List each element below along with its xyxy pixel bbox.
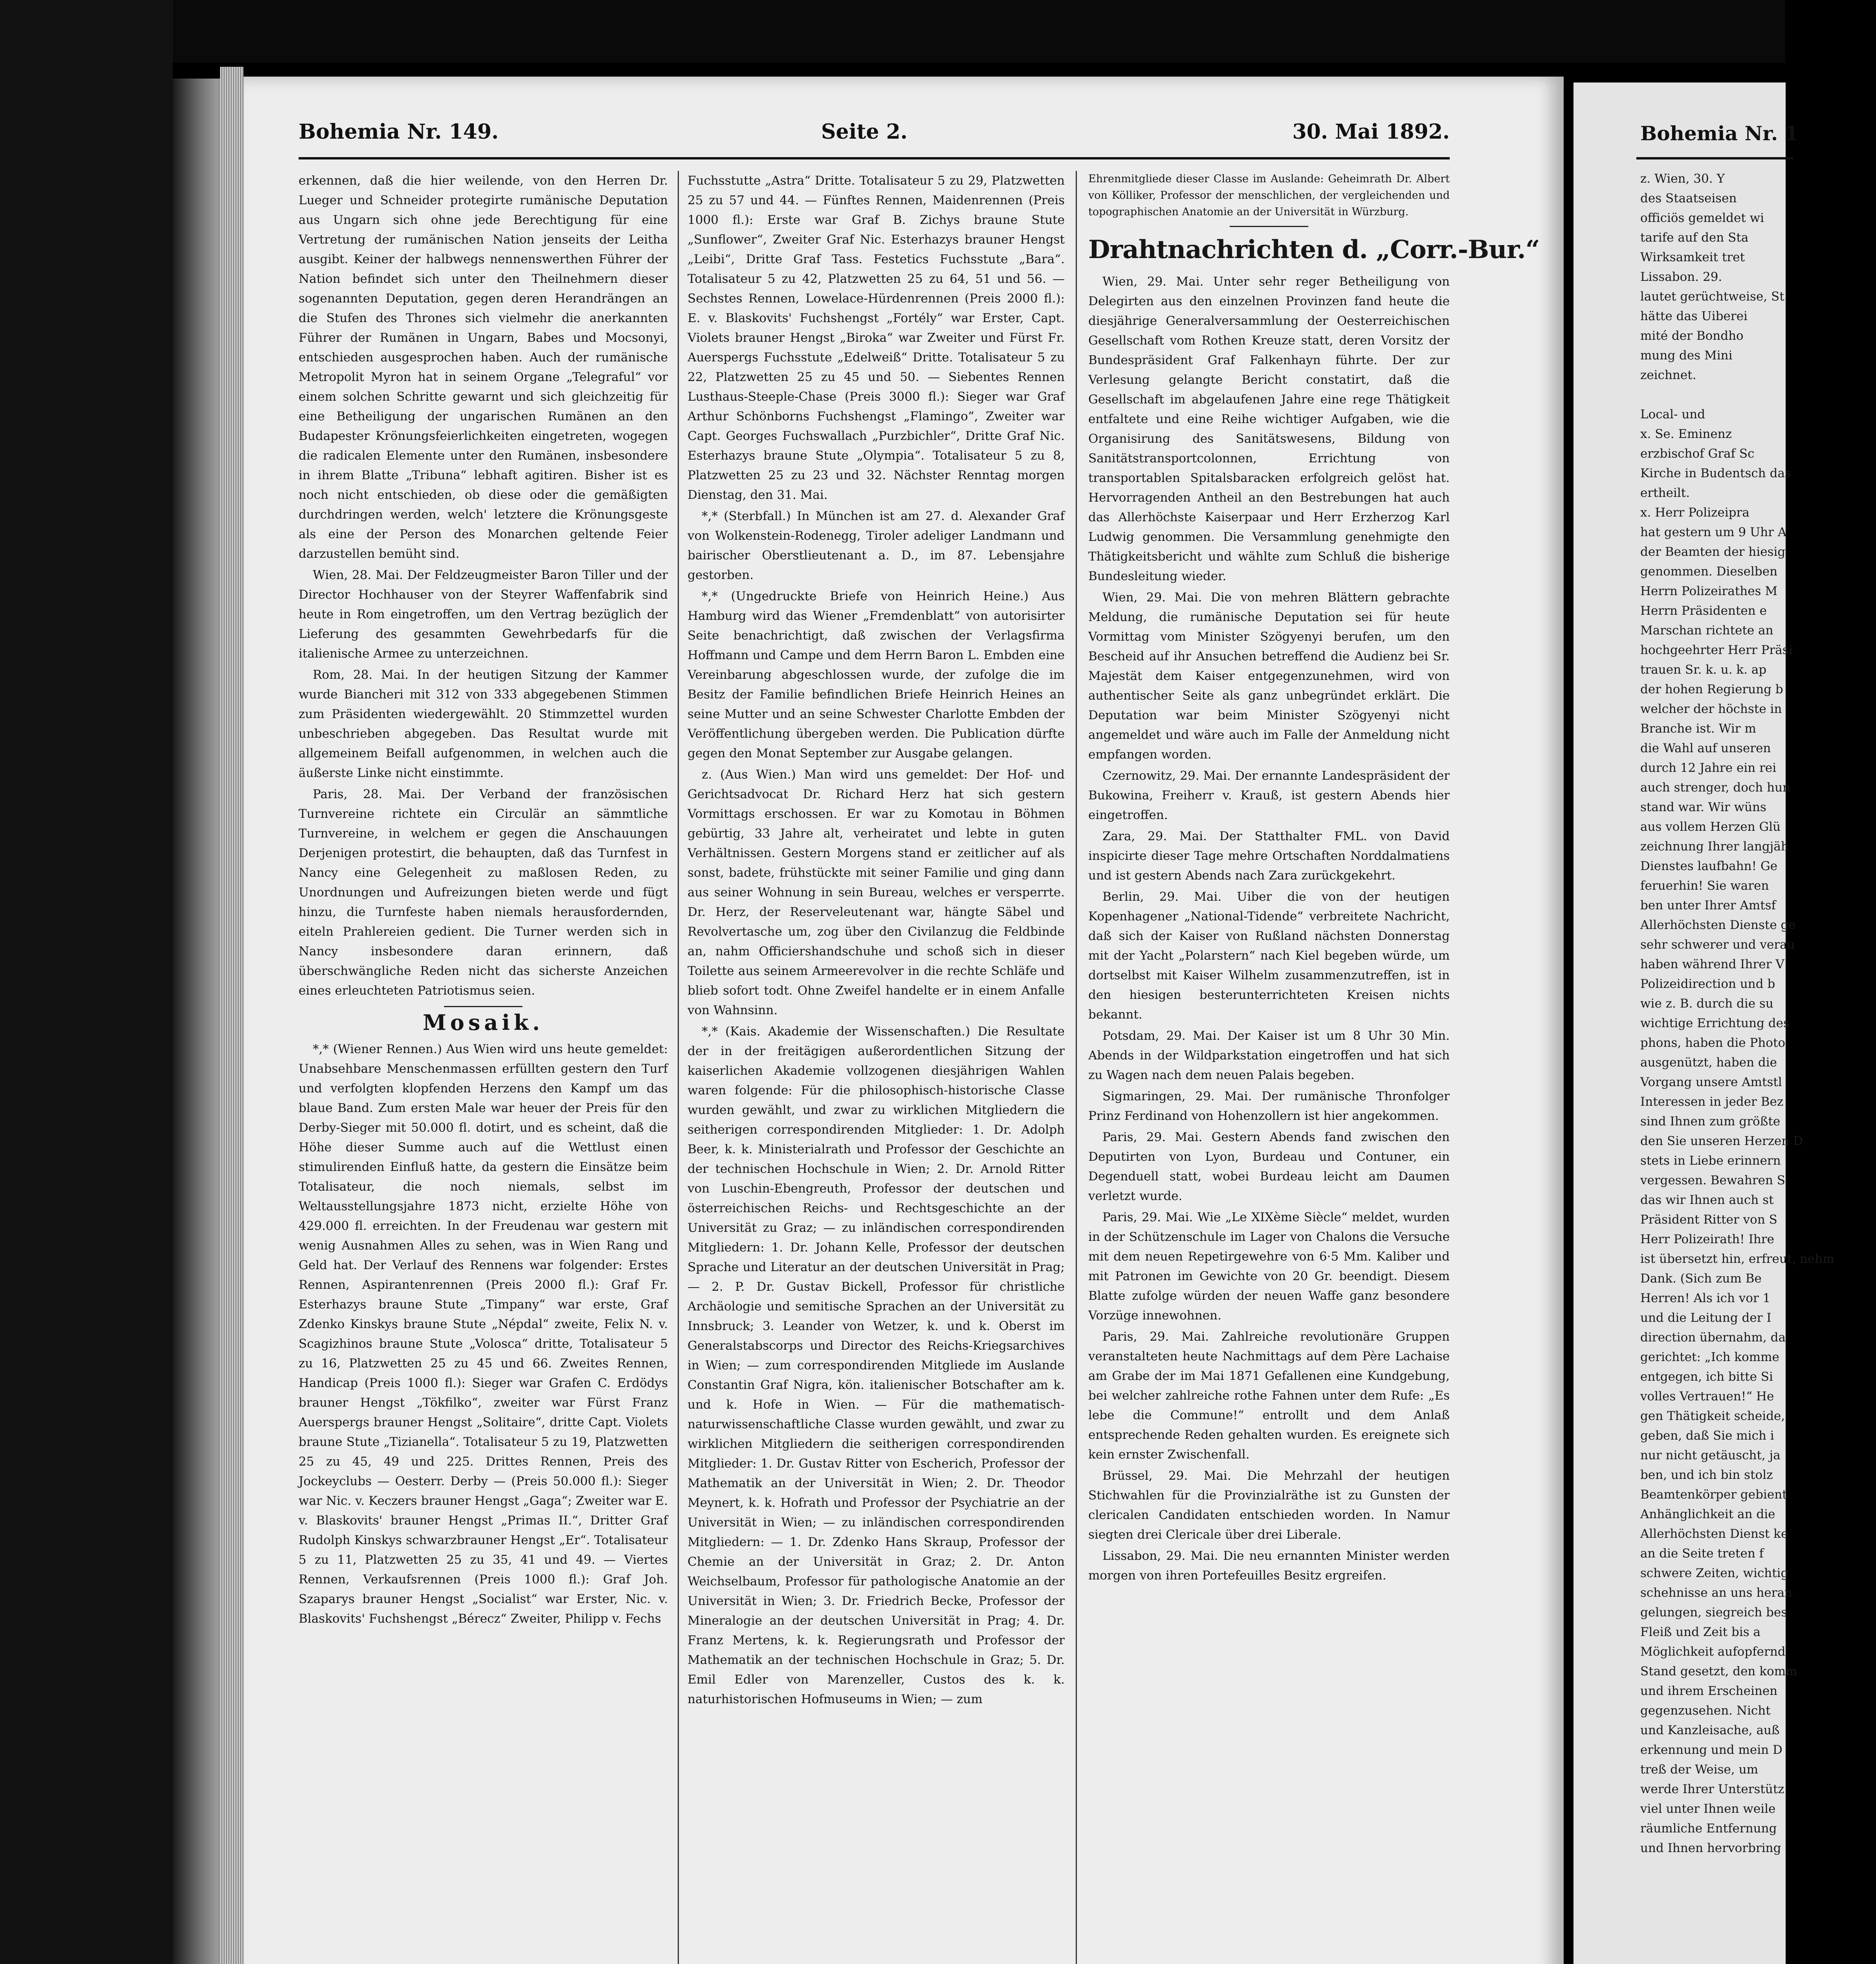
next-page-line: gen Thätigkeit scheide, xyxy=(1640,1409,1785,1423)
next-page-line: die Wahl auf unseren xyxy=(1640,741,1771,755)
next-page-line: wie z. B. durch die su xyxy=(1640,997,1773,1011)
next-page-line: Dienstes laufbahn! Ge xyxy=(1640,859,1778,873)
next-page-line: und Ihnen hervorbring xyxy=(1640,1841,1781,1855)
next-page-line: mité der Bondho xyxy=(1640,329,1744,343)
next-page-line: x. Herr Polizeipra xyxy=(1640,506,1749,520)
next-page-line: ist übersetzt hin, erfreut, nehm xyxy=(1640,1252,1834,1266)
next-page-line: Polizeidirection und b xyxy=(1640,977,1775,991)
article-paragraph: Wien, 29. Mai. Die von mehren Blättern gebrachte Meldung, die rumänische Deputation sei für heute Vormittag vom Minister Szögyenyi berufen, um den Bescheid auf ihr Ansuchen betreffend die Audienz bei Sr. Majestät dem Kaiser entgegenzunehmen, wird von authentischer Seite als ganz unbegründet erklärt. Die Deputation war beim Minister Szögyenyi nicht angemeldet und wäre auch im Falle der Anmeldung nicht empfangen worden. xyxy=(1088,590,1450,762)
next-page-line: Marschan richtete an xyxy=(1640,623,1773,638)
article-paragraph: z. (Aus Wien.) Man wird uns gemeldet: Der Hof- und Gerichtsadvocat Dr. Richard Herz hat sich gestern Vormittags erschossen. Er war zu Komotau in Böhmen gebürtig, 33 Jahre alt, verheiratet und lebte in guten Verhältnissen. Gestern Morgens stand er zeitlicher auf als sonst, badete, frühstückte mit seiner Familie und ging dann aus seiner Wohnung in sein Bureau, welches er versperrte. Dr. Herz, der Reserveleutenant war, hängte Säbel und Revolvertasche um, zog über den Civilanzug die Feldbinde an, nahm Officiershandschuhe und schoß sich in dieser Toilette aus seinem Armeerevolver in die rechte Schläfe und blieb sofort todt. Ohne Zweifel handelte er in einem Anfalle von Wahnsinn. xyxy=(688,768,1065,1017)
next-page-line: aus vollem Herzen Glü xyxy=(1640,820,1781,834)
next-page-line: tarife auf den Sta xyxy=(1640,231,1749,245)
next-page-line: treß der Weise, um xyxy=(1640,1762,1758,1777)
next-page-line: sehr schwerer und verau xyxy=(1640,938,1795,952)
next-page-line: genommen. Dieselben xyxy=(1640,564,1778,579)
next-page-line: Local- und xyxy=(1640,407,1705,421)
next-page-line: und die Leitung der I xyxy=(1640,1311,1771,1325)
next-page-line: werde Ihrer Unterstütz xyxy=(1640,1782,1784,1796)
column-divider xyxy=(678,171,679,1964)
next-page-line: den Sie unseren Herzen D xyxy=(1640,1134,1803,1148)
next-page-line: des Staatseisen xyxy=(1640,191,1737,205)
next-page-line: zeichnung Ihrer langjäh xyxy=(1640,839,1789,854)
section-title-telegrams: Drahtnachrichten d. „Corr.-Bur.“ xyxy=(1088,235,1540,264)
article-paragraph: Wien, 29. Mai. Unter sehr reger Betheiligung von Delegirten aus den einzelnen Provinzen fand heute die diesjährige Generalversammlung der Oesterreichischen Gesellschaft vom Rothen Kreuze statt, deren Vorsitz der Bundespräsident Graf Falkenhayn führte. Der zur Verlesung gelangte Bericht constatirt, daß die Gesellschaft im abgelaufenen Jahre eine rege Thätigkeit entfaltete und eine Reihe wichtiger Aufgaben, wie die Organisirung des Sanitätswesens, Bildung von Sanitätstransportcolonnen, Errichtung von transportablen Spitalsbaracken erfolgreich gelöst hat. Hervorragenden Antheil an den Bestrebungen hat auch das Allerhöchste Kaiserpaar und Herr Erzherzog Karl Ludwig genommen. Die Versammlung genehmigte den Thätigkeitsbericht und wählte zum Schluß die bisherige Bundesleitung wieder. xyxy=(1088,275,1450,583)
next-page-line: hochgeehrter Herr Präsi xyxy=(1640,643,1793,657)
next-page-line: Branche ist. Wir m xyxy=(1640,722,1756,736)
next-page-line: Allerhöchsten Dienst ke xyxy=(1640,1527,1788,1541)
section-separator xyxy=(444,1006,523,1007)
next-page-line: ausgenützt, haben die xyxy=(1640,1055,1777,1070)
article-paragraph: erkennen, daß die hier weilende, von den Herren Dr. Lueger und Schneider protegirte rumänische Deputation aus Ungarn sich ohne jede Berechtigung für eine Vertretung der rumänischen Nation jenseits der Leitha ausgibt. Keiner der halbwegs nennenswerthen Führer der Nation befindet sich unter den Theilnehmern dieser sogenannten Deputation, gegen deren Herandrängen an die Stufen des Thrones sich vielmehr die anerkannten Führer der Rumänen in Ungarn, Babes und Mocsonyi, entschieden ausgesprochen haben. Auch der rumänische Metropolit Myron hat in seinem Organe „Telegraful“ vor einem solchen Schritte gewarnt und sich gleichzeitig für eine Betheiligung der ungarischen Rumänen an den Budapester Krönungsfeierlichkeiten eingetreten, wogegen die radicalen Elemente unter den Rumänen, insbesondere in ihrem Blatte „Tribuna“ lebhaft agitiren. Bisher ist es noch nicht entschieden, ob diese oder die gemäßigten durchdringen werden, welch' letztere die Krönungsgeste als eine der Person des Monarchen geltende Feier darzustellen bemüht sind. xyxy=(299,174,668,561)
next-page-line: direction übernahm, da xyxy=(1640,1330,1786,1345)
column-3 xyxy=(1088,171,1540,1964)
next-page-line: Herren! Als ich vor 1 xyxy=(1640,1291,1771,1305)
next-page-line: zeichnet. xyxy=(1640,368,1696,382)
next-page-line: x. Se. Eminenz xyxy=(1640,427,1732,441)
next-page-line: an die Seite treten f xyxy=(1640,1546,1764,1561)
next-page-line: Wirksamkeit tret xyxy=(1640,250,1745,264)
article-paragraph: Fuchsstutte „Astra“ Dritte. Totalisateur 5 zu 29, Platzwetten 25 zu 57 und 44. — Fünftes Rennen, Maidenrennen (Preis 1000 fl.): Erste war Graf B. Zichys braune Stute „Sunflower“, Zweiter Graf Nic. Esterhazys brauner Hengst „Leibi“, Dritte Graf Tass. Festetics Fuchsstute „Bara“. Totalisateur 5 zu 42, Platzwetten 25 zu 64, 51 und 56. — Sechstes Rennen, Lowelace-Hürdenrennen (Preis 2000 fl.): E. v. Blaskovits' Fuchshengst „Fortély“ war Erster, Capt. Violets brauner Hengst „Biroka“ war Zweiter und Fürst Fr. Auerspergs Fuchsstute „Edelweiß“ Dritte. Totalisateur 5 zu 22, Platzwetten 25 zu 45 und 50. — Siebentes Rennen Lusthaus-Steeple-Chase (Preis 3000 fl.): Sieger war Graf Arthur Schönborns Fuchshengst „Flamingo“, Zweiter war Capt. Georges Fuchswallach „Purzbichler“, Dritte Graf Nic. Esterhazys braune Stute „Olympia“. Totalisateur 5 zu 8, Platzwetten 25 zu 23 und 32. Nächster Renntag morgen Dienstag, den 31. Mai. xyxy=(688,174,1065,502)
next-page-line: Herr Polizeirath! Ihre xyxy=(1640,1232,1774,1246)
newspaper-page xyxy=(244,77,1564,1964)
column-1 xyxy=(299,171,668,1964)
issue-date: 30. Mai 1892. xyxy=(1292,120,1450,144)
next-page-line: das wir Ihnen auch st xyxy=(1640,1193,1774,1207)
next-page-line: Stand gesetzt, den komm xyxy=(1640,1664,1797,1678)
film-border-left xyxy=(0,0,173,1964)
next-page-line: Präsident Ritter von S xyxy=(1640,1213,1777,1227)
next-page-header: Bohemia Nr. 1 xyxy=(1640,122,1799,145)
next-page-line: officiös gemeldet wi xyxy=(1640,211,1764,225)
section-separator xyxy=(1230,226,1308,227)
article-paragraph: Paris, 29. Mai. Wie „Le XIXème Siècle“ meldet, wurden in der Schützenschule im Lager von Chalons die Versuche mit dem neuen Repetirgewehre von 6·5 Mm. Kaliber und mit Patronen im Gewichte von 20 Gr. beendigt. Diesem Blatte zufolge würden der neuen Waffe ganz besondere Vorzüge innewohnen. xyxy=(1088,1210,1450,1323)
next-page-line: ben unter Ihrer Amtsf xyxy=(1640,898,1776,912)
page-edges xyxy=(220,67,244,1964)
next-page-line: sind Ihnen zum größte xyxy=(1640,1114,1781,1129)
next-page-line: entgegen, ich bitte Si xyxy=(1640,1370,1773,1384)
next-page-line: z. Wien, 30. Y xyxy=(1640,172,1725,186)
next-page-line: viel unter Ihnen weile xyxy=(1640,1802,1776,1816)
next-page-line: schwere Zeiten, wichtig xyxy=(1640,1566,1789,1580)
next-page-line: haben während Ihrer V xyxy=(1640,957,1784,971)
article-paragraph: *,* (Ungedruckte Briefe von Heinrich Heine.) Aus Hamburg wird das Wiener „Fremdenblatt“ von autorisirter Seite benachrichtigt, daß zwischen der Verlagsfirma Hoffmann und Campe und dem Herrn Baron L. Embden eine Vereinbarung abgeschlossen wurde, der zufolge die im Besitz der Familie befindlichen Briefe Heinrich Heines an seine Mutter und an seine Schwester Charlotte Embden der Veröffentlichung übergeben werden. Die Publication dürfte gegen den Monat September zur Ausgabe gelangen. xyxy=(688,589,1065,760)
next-page-line: und ihrem Erscheinen xyxy=(1640,1684,1778,1698)
next-page-line: Herrn Präsidenten e xyxy=(1640,604,1767,618)
next-page-line: erkennung und mein D xyxy=(1640,1743,1782,1757)
next-page-line: Vorgang unsere Amtstl xyxy=(1640,1075,1782,1089)
next-page-line: Allerhöchsten Dienste ge xyxy=(1640,918,1796,932)
article-paragraph: Paris, 28. Mai. Der Verband der französischen Turnvereine richtete ein Circulär an sämmtliche Turnvereine, in welchem er gegen die Anschauungen Derjenigen protestirt, die behaupten, daß das Turnfest in Nancy eine Gelegenheit zu maßlosen Reden, zu Unordnungen und Aufreizungen bieten werde und fügt hinzu, die Turnfeste haben niemals herausfordernden, eiteln Prahlereien gedient. Die Turner werden sich in Nancy insbesondere daran erinnern, daß überschwängliche Reden nicht das sicherste Anzeichen eines erleuchteten Patriotismus seien. xyxy=(299,787,668,998)
page-header xyxy=(299,120,1450,151)
next-page-line: vergessen. Bewahren S xyxy=(1640,1173,1786,1187)
next-page-line: lautet gerüchtweise, St xyxy=(1640,289,1784,304)
next-page-line: erzbischof Graf Sc xyxy=(1640,447,1755,461)
article-paragraph: Wien, 28. Mai. Der Feldzeugmeister Baron Tiller und der Director Hochhauser von der Steyrer Waffenfabrik sind heute in Rom eingetroffen, um den Vertrag bezüglich der Lieferung des gesammten Gewehrbedarfs für die italienische Armee zu unterzeichnen. xyxy=(299,568,668,661)
next-page-line: ertheilt. xyxy=(1640,486,1690,500)
article-paragraph: Zara, 29. Mai. Der Statthalter FML. von David inspicirte dieser Tage mehre Ortschaften Norddalmatiens und ist gestern Abends nach Zara zurückgekehrt. xyxy=(1088,829,1450,883)
article-paragraph: Brüssel, 29. Mai. Die Mehrzahl der heutigen Stichwahlen für die Provinzialräthe ist zu Gunsten der clericalen Candidaten entschieden worden. In Namur siegten drei Clericale über drei Liberale. xyxy=(1088,1469,1450,1542)
next-page-text xyxy=(1640,169,1876,1858)
next-page-line: schehnisse an uns heran xyxy=(1640,1586,1793,1600)
article-paragraph: Rom, 28. Mai. In der heutigen Sitzung der Kammer wurde Biancheri mit 312 von 333 abgegebenen Stimmen zum Präsidenten wiedergewählt. 20 Stimmzettel wurden unbeschrieben abgegeben. Das Resultat wurde mit allgemeinem Beifall aufgenommen, in welchen auch die äußerste Linke nicht einstimmte. xyxy=(299,668,668,780)
next-page-line: Interessen in jeder Bez xyxy=(1640,1095,1784,1109)
next-page-line: und Kanzleisache, auß xyxy=(1640,1723,1780,1737)
next-page-line: hätte das Uiberei xyxy=(1640,309,1748,323)
page-gutter xyxy=(1564,63,1573,1964)
next-page-line: ben, und ich bin stolz xyxy=(1640,1468,1773,1482)
next-page-line: gelungen, siegreich bes xyxy=(1640,1605,1788,1620)
next-page-line: nur nicht getäuscht, ja xyxy=(1640,1448,1781,1462)
next-page-line: volles Vertrauen!“ He xyxy=(1640,1389,1774,1403)
next-page-line: welcher der höchste in xyxy=(1640,702,1782,716)
next-page-line: stets in Liebe erinnern xyxy=(1640,1154,1781,1168)
next-page-line: räumliche Entfernung xyxy=(1640,1821,1777,1836)
next-page-line: mung des Mini xyxy=(1640,348,1733,363)
article-paragraph: *,* (Kais. Akademie der Wissenschaften.) Die Resultate der in der freitägigen außerordentlichen Sitzung der kaiserlichen Akademie vollzogenen diesjährigen Wahlen waren folgende: Für die philosophisch-historische Classe wurden gewählt, und zwar zu wirklichen Mitgliedern die seitherigen correspondirenden Mitglieder: 1. Dr. Adolph Beer, k. k. Ministerialrath und Professor der Geschichte an der technischen Hochschule in Wien; 2. Dr. Arnold Ritter von Luschin-Ebengreuth, Professor der deutschen und österreichischen Reichs- und Rechtsgeschichte an der Universität zu Graz; — zu inländischen correspondirenden Mitgliedern: 1. Dr. Johann Kelle, Professor der deutschen Sprache und Literatur an der deutschen Universität in Prag; — 2. P. Dr. Gustav Bickell, Professor für christliche Archäologie und semitische Sprachen an der Universität zu Innsbruck; 3. Leander von Wetzer, k. und k. Oberst im Generalstabscorps und Director des Reichs-Kriegsarchives in Wien; — zum correspondirenden Mitgliede im Auslande Constantin Graf Nigra, kön. italienischer Botschafter am k. und k. Hofe in Wien. — Für die mathematisch-naturwissenschaftliche Classe wurden gewählt, und zwar zu wirklichen Mitgliedern die seitherigen correspondirenden Mitglieder: 1. Dr. Gustav Ritter von Escherich, Professor der Mathematik an der Universität in Wien; 2. Dr. Theodor Meynert, k. k. Hofrath und Professor der Psychiatrie an der Universität in Wien; — zu inländischen correspondirenden Mitgliedern: — 1. Dr. Zdenko Hans Skraup, Professor der Chemie an der Universität in Graz; 2. Dr. Anton Weichselbaum, Professor für pathologische Anatomie an der Universität in Wien; 3. Dr. Friedrich Becke, Professor der Mineralogie an der deutschen Universität in Prag; 4. Dr. Franz Mertens, k. k. Regierungsrath und Professor der Mathematik an der technischen Hochschule in Graz; 5. Dr. Emil Edler von Marenzeller, Custos des k. k. naturhistorischen Hofmuseums in Wien; — zum xyxy=(688,1024,1065,1706)
column-2 xyxy=(688,171,1065,1964)
next-page-line: Dank. (Sich zum Be xyxy=(1640,1271,1762,1286)
next-page-line: Möglichkeit aufopfernd xyxy=(1640,1645,1786,1659)
header-rule xyxy=(1636,157,1793,159)
article-paragraph: *,* (Wiener Rennen.) Aus Wien wird uns heute gemeldet: Unabsehbare Menschenmassen erfüllten gestern den Turf und verfolgten klopfenden Herzens den Kampf um das blaue Band. Zum ersten Male war heuer der Preis für den Derby-Sieger mit 50.000 fl. dotirt, und es scheint, daß die Höhe dieser Summe auch auf die Wettlust einen stimulirenden Einfluß hatte, da gestern die Einsätze beim Totalisateur, die noch niemals, selbst im Weltausstellungsjahre 1873 nicht, erzielte Höhe von 429.000 fl. erreichten. In der Freudenau war gestern mit wenig Ausnahmen Alles zu sehen, was in Wien Rang und Geld hat. Der Verlauf des Rennens war folgender: Erstes Rennen, Aspirantenrennen (Preis 2000 fl.): Graf Fr. Esterhazys braune Stute „Timpany“ war erste, Graf Zdenko Kinskys braune Stute „Népdal“ zweite, Felix N. v. Scagizhinos braune Stute „Volosca“ dritte, Totalisateur 5 zu 16, Platzwetten 25 zu 45 und 66. Zweites Rennen, Handicap (Preis 1000 fl.): Sieger war Grafen C. Erdödys brauner Hengst „Tökfilko“, zweiter war Fürst Franz Auerspergs brauner Hengst „Solitaire“, dritte Capt. Violets braune Stute „Tizianella“. Totalisateur 5 zu 19, Platzwetten 25 zu 45, 49 und 225. Drittes Rennen, Preis des Jockeyclubs — Oesterr. Derby — (Preis 50.000 fl.): Sieger war Nic. v. Keczers brauner Hengst „Gaga“; Zweiter war E. v. Blaskovits' brauner Hengst „Primas II.“, Dritter Graf Rudolph Kinskys schwarzbrauner Hengst „Er“. Totalisateur 5 zu 11, Platzwetten 25 zu 35, 41 und 49. — Viertes Rennen, Verkaufsrennen (Preis 1000 fl.): Graf Joh. Szaparys brauner Hengst „Socialist“ war Erster, Nic. v. Blaskovits' Fuchshengst „Bérecz“ Zweiter, Philipp v. Fechs xyxy=(299,1042,668,1626)
article-paragraph: Sigmaringen, 29. Mai. Der rumänische Thronfolger Prinz Ferdinand von Hohenzollern ist hier angekommen. xyxy=(1088,1089,1450,1123)
section-title-mosaik: Mosaik. xyxy=(423,1010,544,1035)
next-page-line: Kirche in Budentsch das xyxy=(1640,466,1791,480)
article-paragraph: Berlin, 29. Mai. Uiber die von der heutigen Kopenhagener „National-Tidende“ verbreitete Nachricht, daß sich der Kaiser von Rußland nächsten Donnerstag mit der Yacht „Polarstern“ nach Kiel begeben würde, um dortselbst mit Kaiser Wilhelm zusammenzutreffen, ist in den hiesigen besterunterrichteten Kreisen nichts bekannt. xyxy=(1088,890,1450,1022)
next-page-line: phons, haben die Photo xyxy=(1640,1036,1786,1050)
next-page-line: Lissabon. 29. xyxy=(1640,270,1722,284)
page-number: Seite 2. xyxy=(821,120,908,144)
next-page-line: Anhänglichkeit an die xyxy=(1640,1507,1775,1521)
next-page-line: der Beamten der hiesig xyxy=(1640,545,1786,559)
next-page-line: Beamtenkörper gebient xyxy=(1640,1488,1787,1502)
next-page-line: durch 12 Jahre ein rei xyxy=(1640,761,1777,775)
article-paragraph: Paris, 29. Mai. Zahlreiche revolutionäre Gruppen veranstalteten heute Nachmittags auf dem Père Lachaise am Grabe der im Mai 1871 Gefallenen eine Kundgebung, bei welcher zahlreiche rothe Fahnen unter dem Rufe: „Es lebe die Commune!“ entrollt und dem Anlaß entsprechende Reden gehalten wurden. Es ereignete sich kein ernster Zwischenfall. xyxy=(1088,1330,1450,1462)
next-page-line: trauen Sr. k. u. k. ap xyxy=(1640,663,1767,677)
next-page-line: gegenzusehen. Nicht xyxy=(1640,1704,1771,1718)
next-page-line: Fleiß und Zeit bis a xyxy=(1640,1625,1760,1639)
article-paragraph: Czernowitz, 29. Mai. Der ernannte Landespräsident der Bukowina, Freiherr v. Krauß, ist gestern Abends hier eingetroffen. xyxy=(1088,769,1450,822)
article-paragraph: Lissabon, 29. Mai. Die neu ernannten Minister werden morgen von ihren Portefeuilles Besitz ergreifen. xyxy=(1088,1549,1450,1583)
next-page-line: geben, daß Sie mich i xyxy=(1640,1429,1774,1443)
header-rule xyxy=(299,157,1450,159)
next-page-line: feruerhin! Sie waren xyxy=(1640,879,1769,893)
masthead-title: Bohemia Nr. 149. xyxy=(299,120,499,144)
next-page-line: stand war. Wir wüns xyxy=(1640,800,1766,814)
next-page-line: gerichtet: „Ich komme xyxy=(1640,1350,1779,1364)
next-page-line: der hohen Regierung b xyxy=(1640,682,1783,696)
next-page-fragment xyxy=(1573,82,1834,1964)
next-page-line: hat gestern um 9 Uhr A xyxy=(1640,525,1787,539)
article-paragraph: Potsdam, 29. Mai. Der Kaiser ist um 8 Uhr 30 Min. Abends in der Wildparkstation eingetroffen und hat sich zu Wagen nach dem neuen Palais begeben. xyxy=(1088,1029,1450,1082)
film-border-top xyxy=(0,0,1785,63)
article-paragraph: Ehrenmitgliede dieser Classe im Auslande: Geheimrath Dr. Albert von Kölliker, Professor der menschlichen, der vergleichenden und topographischen Anatomie an der Universität in Würzburg. xyxy=(1088,173,1450,218)
next-page-line: wichtige Errichtung des xyxy=(1640,1016,1790,1030)
column-divider xyxy=(1076,171,1077,1964)
next-page-line xyxy=(1640,385,1876,405)
article-paragraph: *,* (Sterbfall.) In München ist am 27. d. Alexander Graf von Wolkenstein-Rodenegg, Tiroler adeliger Landmann und bairischer Oberstlieutenant a. D., im 87. Lebensjahre gestorben. xyxy=(688,509,1065,582)
article-paragraph: Paris, 29. Mai. Gestern Abends fand zwischen den Deputirten von Lyon, Burdeau und Contuner, ein Degenduell statt, wobei Burdeau leicht am Daumen verletzt wurde. xyxy=(1088,1130,1450,1203)
next-page-line: auch strenger, doch hun xyxy=(1640,780,1791,795)
next-page-line: Herrn Polizeirathes M xyxy=(1640,584,1778,598)
